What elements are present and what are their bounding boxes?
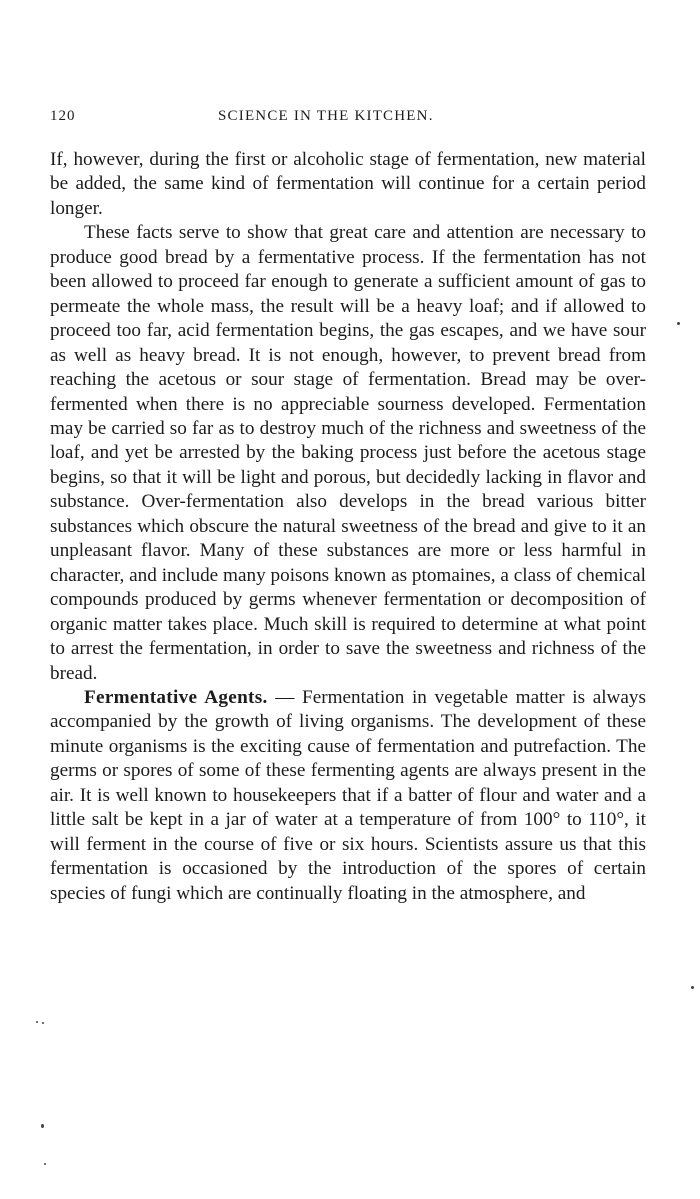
scan-speck — [36, 1021, 38, 1023]
scan-speck — [691, 986, 694, 989]
paragraph-bread-fermentation: These facts serve to show that great care and attention are necessary to produce good bread by a fermentative process. If the fermentation has not been allowed to proceed far enough to generate a sufficient amount of gas to permeate the whole mass, the result will be a heavy loaf; and if allowed to proceed too far, acid fermentation begins, the gas escapes, and we have sour as well as heavy bread. It is not enough, however, to prevent bread from reaching the acetous or sour stage of fermentation. Bread may be over-fermented when there is no appreciable sourness developed. Fermentation may be carried so far as to destroy much of the richness and sweetness of the loaf, and yet be arrested by the baking process just before the acetous stage begins, so that it will be light and porous, but decidedly lacking in flavor and substance. Over-fermentation also develops in the bread various bitter substances which obscure the natural sweetness of the bread and give to it an unpleasant flavor. Many of these substances are more or less harmful in character, and include many poisons known as ptomaines, a class of chemical compounds produced by germs whenever fermentation or decomposition of organic matter takes place. Much skill is required to determine at what point to arrest the fermentation, in order to save the sweetness and richness of the bread. — [50, 222, 646, 684]
book-page — [50, 108, 646, 906]
body-text — [50, 148, 646, 906]
paragraph-fermentative-agents-text: — Fermentation in vegetable matter is always accompanied by the growth of living organisms. The development of these minute organisms is the exciting cause of fermentation and putrefaction. The germs or spores of some of these fermenting agents are always present in the air. It is well known to housekeepers that if a batter of flour and water and a little salt be kept in a jar of water at a temperature of from 100° to 110°, it will ferment in the course of five or six hours. Scientists assure us that this fermentation is occasioned by the introduction of the spores of certain species of fungi which are continually floating in the atmosphere, and — [50, 686, 646, 904]
scan-speck — [44, 1163, 46, 1165]
running-title: SCIENCE IN THE KITCHEN. — [218, 108, 434, 124]
section-heading: Fermentative Agents. — [84, 686, 268, 708]
scan-speck — [677, 322, 680, 325]
paragraph-continued: If, however, during the first or alcoholic stage of fermentation, new material be added, the same kind of fermentation will continue for a certain period longer. — [50, 149, 646, 219]
scan-speck — [41, 1124, 44, 1128]
running-head — [50, 108, 646, 132]
paragraph-fermentative-agents — [50, 686, 646, 906]
scan-speck — [42, 1022, 44, 1024]
page-number: 120 — [50, 108, 76, 124]
